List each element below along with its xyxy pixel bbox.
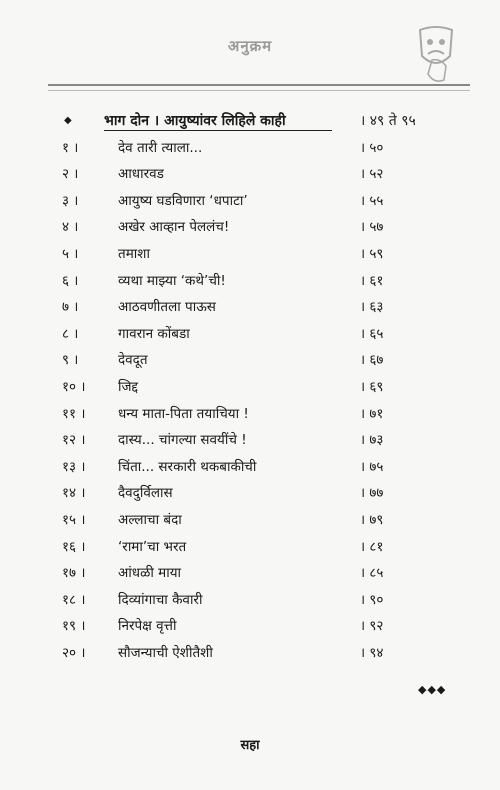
- entry-title: दिव्यांगाचा कैवारी: [118, 591, 203, 608]
- entry-page: । ९२: [360, 618, 384, 635]
- entry-number: ८ ।: [62, 325, 79, 342]
- entry-title: आंधळी माया: [118, 565, 182, 582]
- toc-entry[interactable]: [0, 241, 500, 268]
- entry-title: अल्लाचा बंदा: [118, 511, 182, 528]
- toc-entry[interactable]: [0, 321, 500, 348]
- entry-number: १४ ।: [62, 485, 86, 502]
- toc-entry[interactable]: [0, 613, 500, 640]
- entry-title: अखेर आव्हान पेललंच!: [118, 219, 230, 236]
- entry-number: २० ।: [62, 644, 86, 661]
- entry-number: ४ ।: [62, 219, 79, 236]
- end-diamonds-icon: ◆◆◆: [418, 683, 447, 696]
- toc-entry[interactable]: [0, 268, 500, 295]
- table-of-contents: [0, 108, 500, 666]
- entry-number: ११ ।: [62, 405, 86, 422]
- entry-number: ५ ।: [62, 245, 79, 262]
- entry-title: ‘रामा’चा भरत: [118, 538, 187, 555]
- part-page-range: । ४९ ते ९५: [360, 113, 416, 129]
- entry-page: । ७९: [360, 511, 384, 528]
- header-rule-thin: [48, 90, 470, 91]
- diamond-bullet-icon: ◆: [64, 115, 72, 126]
- entry-number: १७ ।: [62, 565, 86, 582]
- entry-page: । ७७: [360, 485, 384, 502]
- entry-page: । ६१: [360, 272, 384, 289]
- entry-title: सौजन्याची ऐशीतैशी: [118, 644, 213, 661]
- entry-page: । ७१: [360, 405, 384, 422]
- entry-number: ९ ।: [62, 352, 79, 369]
- toc-entry[interactable]: [0, 214, 500, 241]
- entry-title: व्यथा माझ्या ‘कथे’ची!: [118, 272, 226, 289]
- entry-title: चिंता... सरकारी थकबाकीची: [118, 458, 257, 475]
- entry-number: १० ।: [62, 378, 86, 395]
- toc-entry[interactable]: [0, 347, 500, 374]
- part-heading: [0, 108, 500, 135]
- entry-page: । ५२: [360, 166, 384, 183]
- toc-entry[interactable]: [0, 135, 500, 162]
- entry-title: गावरान कोंबडा: [118, 325, 190, 342]
- entry-page: । ५५: [360, 192, 384, 209]
- entry-title: तमाशा: [118, 245, 150, 262]
- entry-title: आठवणीतला पाऊस: [118, 299, 216, 316]
- toc-entry[interactable]: [0, 161, 500, 188]
- entry-page: । ७५: [360, 458, 384, 475]
- header-title: अनुक्रम: [227, 37, 273, 55]
- entry-title: आयुष्य घडविणारा ‘धपाटा’: [118, 192, 248, 209]
- toc-entries: [0, 135, 500, 667]
- toc-entry[interactable]: [0, 427, 500, 454]
- toc-entry[interactable]: [0, 294, 500, 321]
- entry-page: । ५९: [360, 245, 384, 262]
- entry-page: । ५७: [360, 219, 384, 236]
- entry-page: । ६९: [360, 378, 384, 395]
- page-number: सहा: [240, 738, 260, 753]
- entry-number: १५ ।: [62, 511, 86, 528]
- entry-title: देव तारी त्याला...: [118, 139, 203, 156]
- entry-number: ७ ।: [62, 299, 79, 316]
- entry-page: । ६५: [360, 325, 384, 342]
- entry-page: । ६७: [360, 352, 384, 369]
- entry-number: ६ ।: [62, 272, 79, 289]
- toc-entry[interactable]: [0, 507, 500, 534]
- toc-entry[interactable]: [0, 454, 500, 481]
- theatre-masks-icon: [416, 26, 456, 82]
- toc-entry[interactable]: [0, 188, 500, 215]
- toc-entry[interactable]: [0, 587, 500, 614]
- part-title-underline: [104, 130, 332, 131]
- entry-title: आधारवड: [118, 166, 164, 183]
- entry-page: । ८५: [360, 565, 384, 582]
- toc-entry[interactable]: [0, 374, 500, 401]
- toc-entry[interactable]: [0, 480, 500, 507]
- entry-page: । ९०: [360, 591, 384, 608]
- entry-page: । ९४: [360, 644, 384, 661]
- entry-number: १८ ।: [62, 591, 86, 608]
- entry-title: दास्य... चांगल्या सवयींचे !: [118, 432, 247, 449]
- toc-entry[interactable]: [0, 640, 500, 667]
- toc-entry[interactable]: [0, 534, 500, 561]
- entry-title: धन्य माता-पिता तयाचिया !: [118, 405, 249, 422]
- entry-number: १२ ।: [62, 432, 86, 449]
- entry-page: । ५०: [360, 139, 384, 156]
- entry-title: देवदूत: [118, 352, 148, 369]
- entry-title: दैवदुर्विलास: [118, 485, 173, 502]
- entry-number: २ ।: [62, 166, 79, 183]
- entry-number: १९ ।: [62, 618, 86, 635]
- entry-number: १६ ।: [62, 538, 86, 555]
- entry-title: निरपेक्ष वृत्ती: [118, 618, 177, 635]
- entry-number: १३ ।: [62, 458, 86, 475]
- entry-number: १ ।: [62, 139, 79, 156]
- entry-title: जिद्द: [118, 378, 139, 395]
- entry-page: । ८१: [360, 538, 384, 555]
- toc-entry[interactable]: [0, 401, 500, 428]
- header-rule: [48, 84, 470, 86]
- part-title: भाग दोन । आयुष्यांवर लिहिले काही: [104, 113, 286, 129]
- toc-entry[interactable]: [0, 560, 500, 587]
- entry-number: ३ ।: [62, 192, 79, 209]
- entry-page: । ६३: [360, 299, 384, 316]
- entry-page: । ७३: [360, 432, 384, 449]
